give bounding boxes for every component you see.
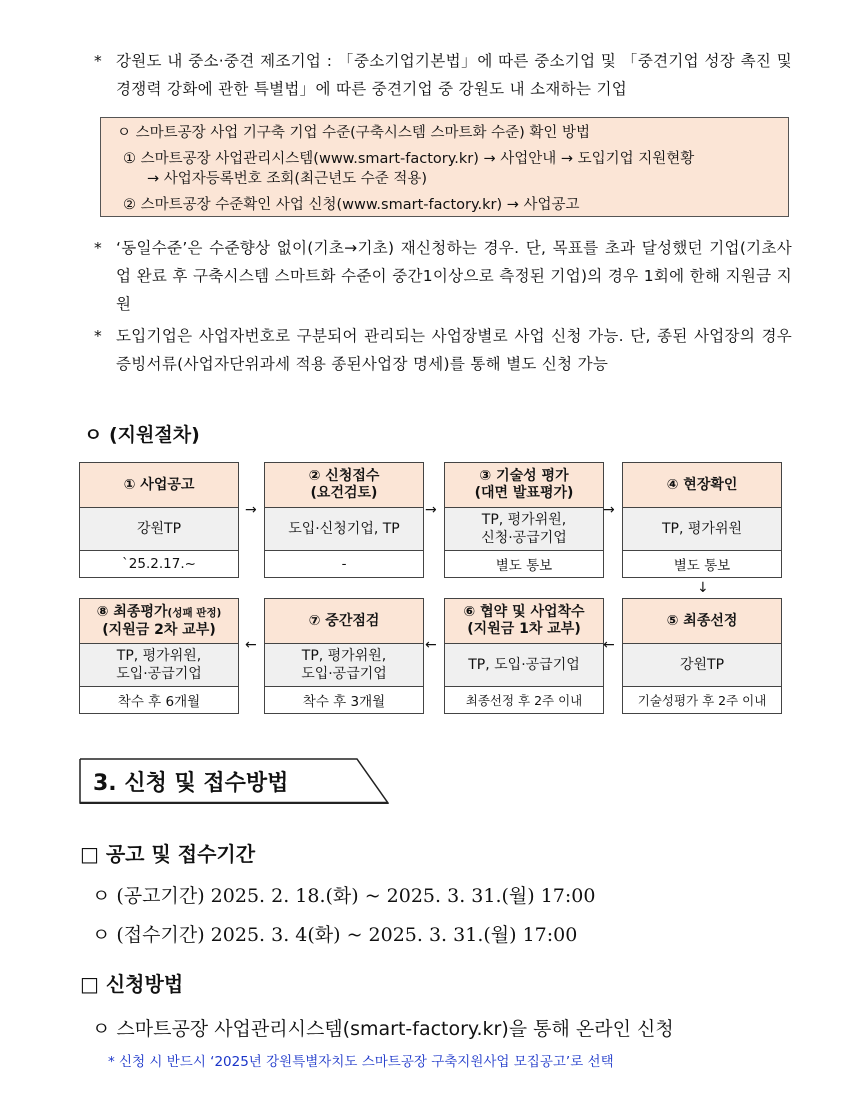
arrow-left-icon: ← [603,637,615,653]
stage-who: TP, 평가위원, 도입·공급기업 [265,644,423,687]
stage-title: ③ 기술성 평가 (대면 발표평가) [445,463,603,508]
same-level-note-text: ‘동일수준’은 수준향상 없이(기초→기초) 재신청하는 경우. 단, 목표를 초과 달성했던 기업(기초사업 완료 후 구축시스템 스마트화 수준이 중간1이상으로 측정된 기업)의 경우 1회에 한해 지원금 지원 [116,239,792,313]
arrow-right-icon: → [245,502,257,518]
note-star: * [94,52,103,70]
note-star: * [94,327,103,345]
arrow-left-icon: ← [245,637,257,653]
apply-footnote: * 신청 시 반드시 ‘2025년 강원특별자치도 스마트공장 구축지원사업 모집공고’로 선택 [108,1054,614,1070]
section-3-title: 3. 신청 및 접수방법 [93,771,289,796]
online-apply: ㅇ 스마트공장 사업관리시스템(smart-factory.kr)을 통해 온라인 신청 [92,1018,674,1040]
arrow-right-icon: → [425,502,437,518]
stage-who: TP, 평가위원, 신청·공급기업 [445,508,603,551]
stage-title: ⑤ 최종선정 [623,599,781,644]
method-item-2: ② 스마트공장 수준확인 사업 신청(www.smart-factory.kr) → 사업공고 [123,197,580,213]
stage-who: 도입·신청기업, TP [265,508,423,551]
stage-who: 강원TP [623,644,781,687]
stage-when: 별도 통보 [673,558,731,574]
stage-title [80,599,238,644]
arrow-down-icon: ↓ [697,580,709,596]
procedure-heading: ㅇ (지원절차) [84,424,200,446]
stage-when: - [341,556,347,572]
stage-8 [79,598,239,714]
arrow-right-icon: → [603,502,615,518]
eligibility-note [94,47,792,103]
stage-4 [622,462,782,578]
stage-when: `25.2.17.~ [122,556,196,572]
business-site-note-text: 도입기업은 사업자번호로 구분되어 관리되는 사업장별로 사업 신청 가능. 단, 종된 사업장의 경우 증빙서류(사업자단위과세 적용 종된사업장 명세)를 통해 별도 신청 가능 [116,327,792,373]
stage-title: ② 신청접수 (요건검토) [265,463,423,508]
stage-title-line2: (지원금 2차 교부) [102,621,216,638]
stage-title: ④ 현장확인 [623,463,781,508]
stage-7 [264,598,424,714]
business-site-note [94,322,792,378]
level-check-method-box [100,117,789,217]
method-heading: □ 신청방법 [80,972,184,996]
receipt-period: ㅇ (접수기간) 2025. 3. 4(화) ~ 2025. 3. 31.(월) 17:00 [92,924,578,946]
method-item-1-cont: → 사업자등록번호 조회(최근년도 수준 적용) [147,171,428,187]
same-level-note [94,234,792,318]
stage-title-small: (성패 판정) [167,606,222,619]
stage-who: TP, 평가위원 [623,508,781,551]
stage-title: ⑥ 협약 및 사업착수 (지원금 1차 교부) [445,599,603,644]
notes-middle [94,234,792,378]
stage-3 [444,462,604,578]
stage-title-main: ⑧ 최종평가 [96,603,168,620]
stage-when: 착수 후 3개월 [302,694,386,710]
stage-title: ⑦ 중간점검 [265,599,423,644]
stage-when: 착수 후 6개월 [117,694,201,710]
stage-2 [264,462,424,578]
stage-title: ① 사업공고 [80,463,238,508]
stage-5 [622,598,782,714]
stage-when: 별도 통보 [495,558,553,574]
stage-6 [444,598,604,714]
stage-when: 기술성평가 후 2주 이내 [637,693,767,708]
method-box-title: ㅇ 스마트공장 사업 기구축 기업 수준(구축시스템 스마트화 수준) 확인 방법 [117,125,591,141]
announce-period: ㅇ (공고기간) 2025. 2. 18.(화) ~ 2025. 3. 31.(월) 17:00 [92,885,596,907]
stage-who: 강원TP [80,508,238,551]
period-heading: □ 공고 및 접수기간 [80,842,256,866]
stage-who: TP, 도입·공급기업 [445,644,603,687]
arrow-left-icon: ← [425,637,437,653]
stage-when: 최종선정 후 2주 이내 [465,693,583,708]
stage-1 [79,462,239,578]
eligibility-note-text: 강원도 내 중소·중견 제조기업 : 「중소기업기본법」에 따른 중소기업 및 「중견기업 성장 촉진 및 경쟁력 강화에 관한 특별법」에 따른 중견기업 중 강원도 내 소재하는 기업 [116,52,792,98]
method-item-1: ① 스마트공장 사업관리시스템(www.smart-factory.kr) → 사업안내 → 도입기업 지원현황 [123,151,695,167]
stage-who: TP, 평가위원, 도입·공급기업 [80,644,238,687]
note-star: * [94,239,103,257]
